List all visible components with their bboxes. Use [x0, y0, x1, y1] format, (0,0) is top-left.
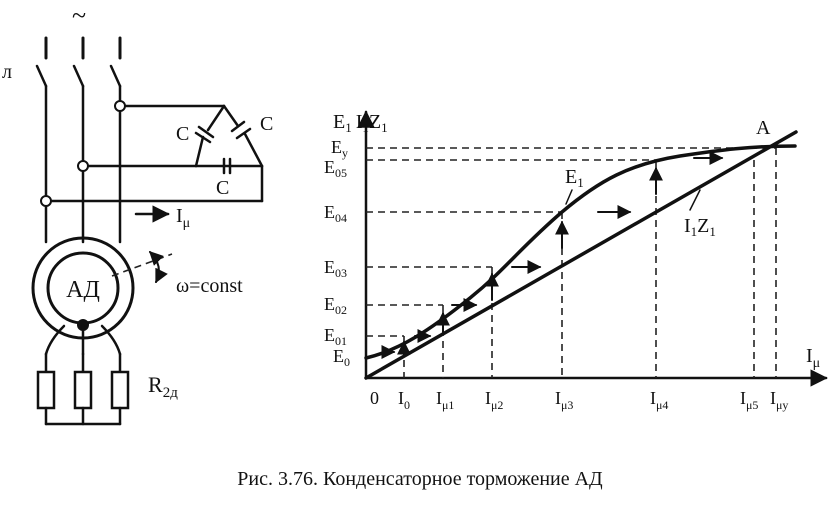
x-tick-label: I	[770, 388, 776, 408]
capacitor-left-label: C	[176, 123, 190, 145]
x-tick-label: I	[555, 388, 561, 408]
current-arrow	[136, 205, 190, 231]
x-tick-label: I	[436, 388, 442, 408]
svg-text:I1Z1	[684, 215, 716, 239]
capacitor-right	[232, 122, 250, 138]
rotor-res-label: R	[148, 372, 163, 397]
y-axis-label-i: I	[355, 111, 363, 133]
i1z1-label-z: Z	[697, 215, 710, 237]
e1-label: E	[565, 166, 578, 188]
current-sub: μ	[182, 216, 191, 231]
y-tick-label: E	[324, 294, 335, 314]
x-tick-sub: μ1	[442, 398, 455, 412]
y-tick-label: E	[324, 202, 335, 222]
y-tick-sub: 0	[344, 355, 350, 369]
x-tick-sub: μ2	[491, 398, 504, 412]
x-axis-label-sub: μ	[812, 356, 821, 371]
x-tick-labels	[370, 388, 788, 412]
y-tick-sub: 02	[335, 303, 347, 317]
y-tick-label: E	[333, 346, 344, 366]
x-tick-label: I	[650, 388, 656, 408]
x-tick-sub: μy	[776, 398, 789, 412]
capacitor-bank	[46, 106, 273, 201]
supply-lines	[46, 38, 120, 58]
y-tick-sub: 05	[335, 166, 347, 180]
i1z1-label-i: I	[684, 215, 691, 237]
x-tick-sub: μ3	[561, 398, 574, 412]
motor-label: АД	[66, 277, 100, 303]
rotor-res-sub: 2д	[162, 385, 178, 401]
svg-text:E1I1Z1	[333, 111, 388, 135]
svg-text:I0	[398, 388, 410, 412]
x-axis-label: I	[806, 345, 813, 367]
line-label: л	[2, 61, 12, 83]
x-tick-label: I	[485, 388, 491, 408]
svg-text:Iμy	[770, 388, 788, 412]
svg-text:Iμ3	[555, 388, 573, 412]
x-tick-sub: μ5	[746, 398, 759, 412]
y-tick-labels	[324, 137, 350, 369]
svg-text:R2д	[148, 372, 178, 401]
characteristic-chart	[324, 111, 826, 412]
svg-text:Iμ2	[485, 388, 503, 412]
speed-label: ω=const	[176, 275, 243, 297]
e1-label-sub: 1	[577, 175, 584, 190]
svg-text:Iμ1	[436, 388, 454, 412]
current-label: I	[176, 205, 183, 227]
y-tick-sub: 01	[335, 334, 347, 348]
line-switch	[37, 66, 120, 86]
i1z1-label-i-sub: 1	[690, 224, 698, 239]
capacitor-right-label: C	[260, 113, 274, 135]
y-tick-label: E	[331, 137, 342, 157]
svg-text:E03	[324, 257, 347, 280]
point-a-label: A	[756, 117, 771, 139]
svg-text:E02	[324, 294, 347, 317]
svg-text:E1	[565, 166, 584, 190]
svg-text:E04	[324, 202, 347, 225]
rotor-circuit	[38, 319, 178, 424]
capacitor-bottom-label: C	[216, 177, 230, 199]
y-tick-sub: 04	[335, 211, 347, 225]
svg-text:0	[370, 388, 379, 408]
y-tick-sub: 03	[335, 266, 347, 280]
x-tick-sub: μ4	[656, 398, 669, 412]
svg-text:Iμ5	[740, 388, 758, 412]
svg-text:E01	[324, 325, 347, 348]
svg-text:E0	[333, 346, 350, 369]
x-tick-label: I	[398, 388, 404, 408]
x-tick-label: I	[740, 388, 746, 408]
capacitor-left	[196, 127, 213, 142]
y-axis-label-i-sub: 1	[362, 120, 369, 135]
y-tick-label: E	[324, 257, 335, 277]
figure-caption: Рис. 3.76. Конденсаторное торможение АД	[237, 468, 603, 490]
svg-text:Iμ4	[650, 388, 668, 412]
rotor-resistors	[38, 372, 128, 408]
svg-text:E05	[324, 157, 347, 180]
svg-text:Iμ	[806, 345, 820, 371]
x-tick-sub: 0	[404, 398, 410, 412]
circuit-diagram	[2, 1, 273, 424]
y-tick-label: E	[324, 325, 335, 345]
y-axis-label-e: E	[333, 111, 346, 133]
svg-text:Iμ	[176, 205, 190, 231]
i1z1-label-z-sub: 1	[709, 224, 716, 239]
motor	[33, 238, 243, 338]
y-axis-label-z-sub: 1	[381, 120, 388, 135]
y-axis-label-e-sub: 1	[345, 120, 352, 135]
y-tick-label: E	[324, 157, 335, 177]
i1z1-line	[366, 132, 796, 378]
y-axis-label-z: Z	[368, 111, 382, 133]
ac-symbol: ~	[72, 1, 87, 30]
y-tick-sub: y	[342, 146, 348, 160]
x-tick-label: 0	[370, 388, 379, 408]
